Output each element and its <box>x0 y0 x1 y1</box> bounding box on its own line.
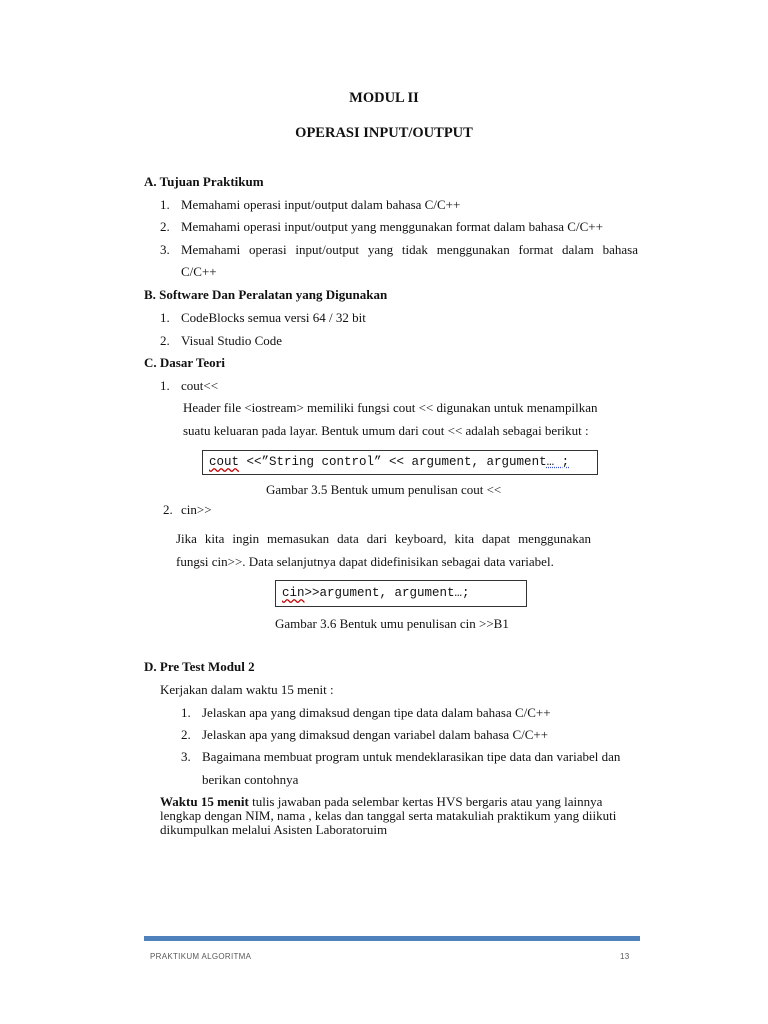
list-item-number: 1. <box>181 705 191 720</box>
section-c-heading: C. Dasar Teori <box>144 355 226 370</box>
note-line3: dikumpulkan melalui Asisten Laboratoruim <box>160 822 388 837</box>
section-d-intro: Kerjakan dalam waktu 15 menit : <box>160 682 334 697</box>
cin-paragraph-line2: fungsi cin>>. Data selanjutnya dapat didefinisikan sebagai data variabel. <box>176 554 554 569</box>
code-text: >>argument, argument…; <box>304 586 470 600</box>
list-item-number: 1. <box>160 310 170 325</box>
page-title: MODUL II <box>349 90 419 106</box>
list-item-number: 1. <box>160 197 170 212</box>
code-text: <<”String control” << argument, argument <box>239 455 547 469</box>
cin-item-label: cin>> <box>181 502 212 517</box>
list-item-text: Memahami operasi input/output dalam bahasa C/C++ <box>181 197 461 212</box>
section-b-heading: B. Software Dan Peralatan yang Digunakan <box>144 287 388 302</box>
cout-code-box <box>202 450 598 475</box>
page-subtitle: OPERASI INPUT/OUTPUT <box>295 125 473 141</box>
section-d-heading: D. Pre Test Modul 2 <box>144 659 255 674</box>
code-ellipsis: … ; <box>546 455 570 469</box>
list-item-text: Visual Studio Code <box>181 333 283 348</box>
note-line2: lengkap dengan NIM, nama , kelas dan tanggal serta matakuliah praktikum yang diikuti <box>160 808 617 823</box>
pre-test-note <box>160 795 616 837</box>
code-keyword: cin <box>282 586 305 600</box>
cout-paragraph-line2: suatu keluaran pada layar. Bentuk umum dari cout << adalah sebagai berikut : <box>183 423 589 438</box>
cout-item-number: 1. <box>160 378 170 393</box>
footer-course-name: PRAKTIKUM ALGORITMA <box>150 952 252 961</box>
cout-paragraph-line1: Header file <iostream> memiliki fungsi cout << digunakan untuk menampilkan <box>183 400 598 415</box>
list-item-number: 2. <box>160 333 170 348</box>
list-item-text: Bagaimana membuat program untuk mendeklarasikan tipe data dan variabel dan <box>202 749 621 764</box>
footer-divider <box>144 936 640 941</box>
cin-code-box <box>275 580 527 607</box>
list-item-text: Jelaskan apa yang dimaksud dengan variabel dalam bahasa C/C++ <box>202 727 549 742</box>
list-item-text: CodeBlocks semua versi 64 / 32 bit <box>181 310 366 325</box>
note-bold-label: Waktu 15 menit <box>160 794 249 809</box>
page-number: 13 <box>620 952 630 961</box>
list-item-text: Memahami operasi input/output yang menggunakan format dalam bahasa C/C++ <box>181 219 603 234</box>
figure-caption-3-6: Gambar 3.6 Bentuk umu penulisan cin >>B1 <box>275 616 509 631</box>
list-item-number: 2. <box>181 727 191 742</box>
cin-item-number: 2. <box>163 502 173 517</box>
figure-caption-3-5: Gambar 3.5 Bentuk umum penulisan cout << <box>266 482 502 497</box>
code-keyword: cout <box>209 455 240 469</box>
list-item-number: 2. <box>160 219 170 234</box>
cout-item-label: cout<< <box>181 378 219 393</box>
list-item-text: Memahami operasi input/output yang tidak menggunakan format dalam bahasa <box>181 242 638 257</box>
list-item-number: 3. <box>181 749 191 764</box>
cin-paragraph-line1: Jika kita ingin memasukan data dari keyboard, kita dapat menggunakan <box>176 531 591 546</box>
list-item-continuation: C/C++ <box>181 264 217 279</box>
list-item-text: Jelaskan apa yang dimaksud dengan tipe data dalam bahasa C/C++ <box>202 705 551 720</box>
list-item-number: 3. <box>160 242 170 257</box>
section-a-heading: A. Tujuan Praktikum <box>144 174 264 189</box>
list-item-continuation: berikan contohnya <box>202 772 299 787</box>
note-line1: tulis jawaban pada selembar kertas HVS bergaris atau yang lainnya <box>248 794 603 809</box>
